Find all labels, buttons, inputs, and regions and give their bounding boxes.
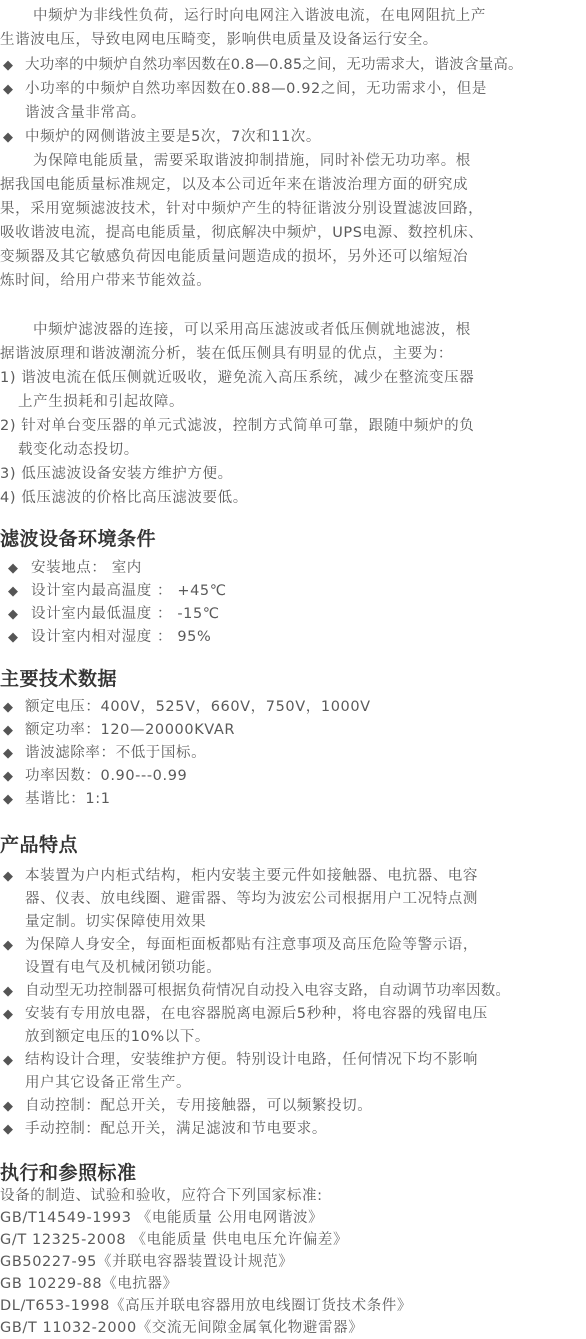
specs-heading: 主要技术数据 [0, 668, 118, 690]
intro-para1-line2: 生谐波电压，导致电网电压畸变，影响供电质量及设备运行安全。 [0, 32, 438, 48]
standard-item: GB/T14549-1993 《电能质量 公用电网谐波》 [0, 1210, 324, 1226]
intro-para2-line6: 炼时间，给用户带来节能效益。 [0, 273, 212, 289]
diamond-bullet-icon: ◆ [8, 584, 19, 599]
connection-line2: 据谐波原理和谐波潮流分析，装在低压侧具有明显的优点，主要为： [0, 346, 453, 362]
intro-para2-line3: 果，采用宽频滤波技术，针对中频炉产生的特征谐波分别设置滤波回路， [0, 201, 484, 217]
intro-para2-line2: 据我国电能质量标准规定，以及本公司近年来在谐波治理方面的研究成 [0, 177, 469, 193]
diamond-bullet-icon: ◆ [8, 607, 19, 622]
diamond-bullet-icon: ◆ [3, 1007, 14, 1022]
connection-line1: 中频炉滤波器的连接，可以采用高压滤波或者低压侧就地滤波，根 [33, 322, 471, 338]
diamond-bullet-icon: ◆ [3, 938, 14, 953]
diamond-bullet-icon: ◆ [3, 869, 14, 884]
diamond-bullet-icon: ◆ [3, 984, 14, 999]
diamond-bullet-icon: ◆ [3, 130, 14, 145]
diamond-bullet-icon: ◆ [3, 769, 14, 784]
diamond-bullet-icon: ◆ [3, 1099, 14, 1114]
standard-item: GB50227-95《并联电容器装置设计规范》 [0, 1254, 294, 1270]
standard-item: GB/T 11032-2000《交流无间隙金属氧化物避雷器》 [0, 1320, 364, 1336]
diamond-bullet-icon: ◆ [8, 630, 19, 645]
intro-para2-line5: 变频器及其它敏感负荷因电能质量问题造成的损坏，另外还可以缩短冶 [0, 249, 469, 265]
diamond-bullet-icon: ◆ [3, 700, 14, 715]
diamond-bullet-icon: ◆ [3, 58, 14, 73]
intro-para2-line4: 吸收谐波电流，提高电能质量，彻底解决中频炉，UPS电源、数控机床、 [0, 225, 484, 241]
intro-para2-line1: 为保障电能质量，需要采取谐波抑制措施，同时补偿无功功率。根 [33, 153, 471, 169]
diamond-bullet-icon: ◆ [8, 561, 19, 576]
diamond-bullet-icon: ◆ [3, 1122, 14, 1137]
diamond-bullet-icon: ◆ [3, 746, 14, 761]
intro-para1-line1: 中频炉为非线性负荷，运行时向电网注入谐波电流，在电网阻抗上产 [33, 8, 486, 24]
diamond-bullet-icon: ◆ [3, 82, 14, 97]
features-heading: 产品特点 [0, 834, 79, 856]
standard-item: G/T 12325-2008 《电能质量 供电电压允许偏差》 [0, 1232, 349, 1248]
diamond-bullet-icon: ◆ [3, 723, 14, 738]
standards-heading: 执行和参照标准 [0, 1162, 137, 1184]
standard-item: DL/T653-1998《高压并联电容器用放电线圈订货技术条件》 [0, 1298, 412, 1314]
standards-intro: 设备的制造、试验和验收，应符合下列国家标准: [0, 1188, 323, 1204]
environment-heading: 滤波设备环境条件 [0, 528, 157, 550]
diamond-bullet-icon: ◆ [3, 792, 14, 807]
standard-item: GB 10229-88《电抗器》 [0, 1276, 178, 1292]
diamond-bullet-icon: ◆ [3, 1053, 14, 1068]
